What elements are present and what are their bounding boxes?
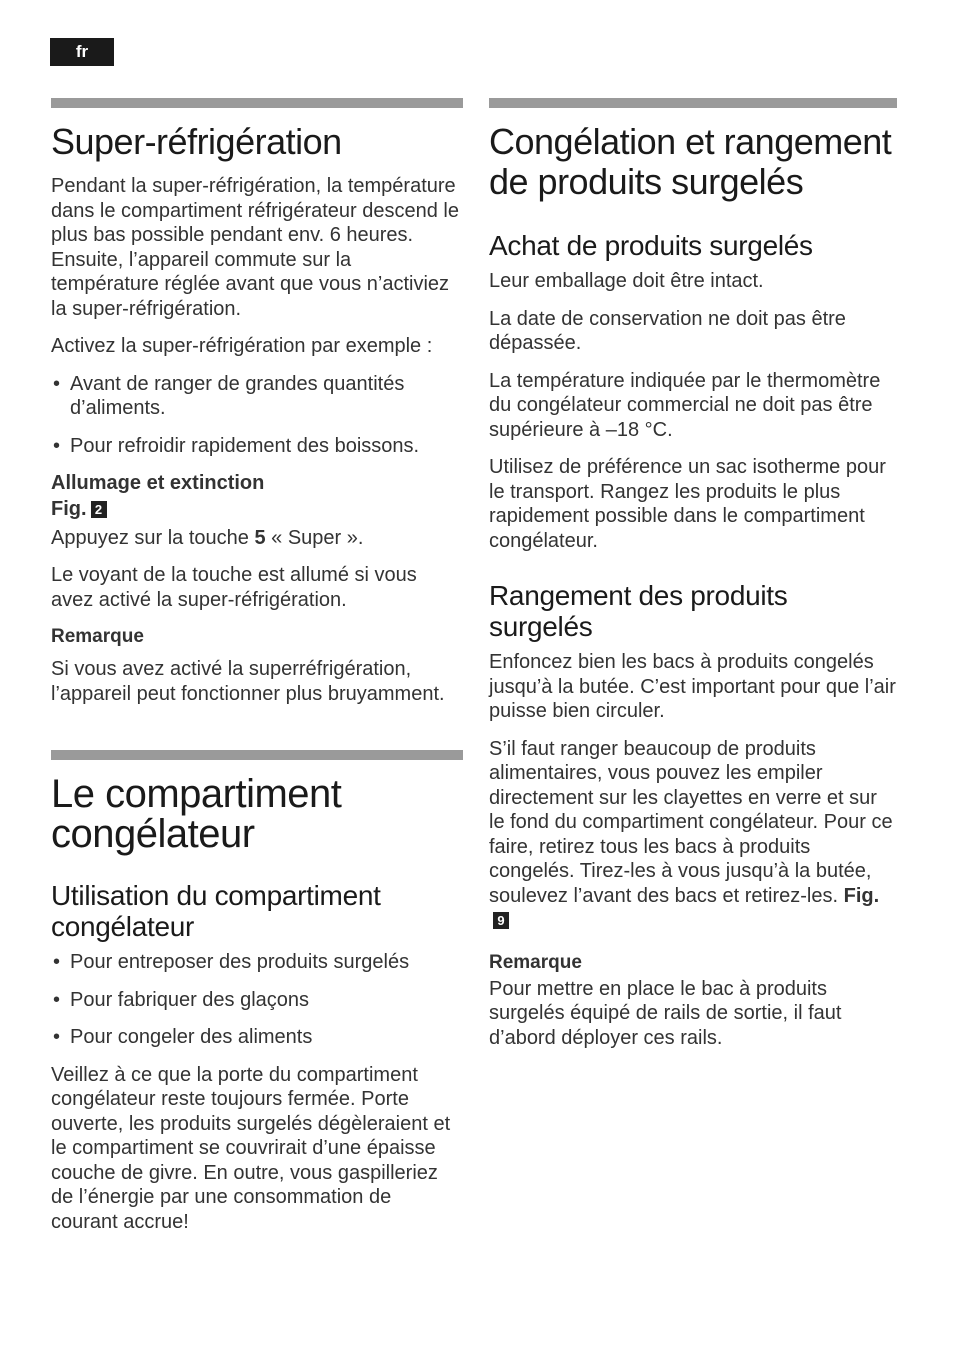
paragraph: La température indiquée par le thermomètre du congélateur commercial ne doit pas être supérieure à –18 °C. <box>489 369 881 441</box>
paragraph: Pendant la super-réfrigération, la température dans le compartiment réfrigérateur descend le plus bas possible pendant env. 6 heures. Ensuite, l’appareil commute sur la température réglée avant que vous n’activiez la super-réfrigération. <box>51 175 459 320</box>
subheading-storage: Rangement des produits surgelés <box>489 580 788 642</box>
paragraph <box>51 526 463 551</box>
bullet-list <box>51 950 463 1050</box>
section-title-freezer-compartment: Le compartiment congélateur <box>51 772 342 856</box>
figure-number-badge: 9 <box>493 912 509 929</box>
list-item: • Avant de ranger de grandes quantités d’aliments. <box>51 372 463 421</box>
section-title-super-refrigeration: Super-réfrigération <box>51 121 342 162</box>
text: Appuyez sur la touche <box>51 526 255 549</box>
note-text: Pour mettre en place le bac à produits surgelés équipé de rails de sortie, il faut d’abord déployer ces rails. <box>489 977 842 1049</box>
figure-label: Fig. <box>51 498 87 520</box>
left-column <box>51 98 463 1247</box>
paragraph: La date de conservation ne doit pas être dépassée. <box>489 307 846 354</box>
list-item: • Pour fabriquer des glaçons <box>51 988 463 1013</box>
section-title-freezing-storage: Congélation et rangement de produits surgelés <box>489 121 892 202</box>
figure-number-badge: 2 <box>91 501 107 518</box>
key-number: 5 <box>254 526 266 549</box>
note-title: Remarque <box>51 626 144 647</box>
subheading-purchase: Achat de produits surgelés <box>489 230 813 261</box>
paragraph: Activez la super-réfrigération par exemple : <box>51 335 433 357</box>
paragraph: Le voyant de la touche est allumé si vous avez activé la super-réfrigération. <box>51 564 417 611</box>
paragraph: Enfoncez bien les bacs à produits congelés jusqu’à la butée. C’est important pour que l’air puisse bien circuler. <box>489 651 896 722</box>
section-divider <box>489 98 897 108</box>
figure-label: Fig. <box>843 884 880 907</box>
note-title: Remarque <box>489 951 582 973</box>
paragraph: Utilisez de préférence un sac isotherme pour le transport. Rangez les produits le plus rapidement possible dans le compartiment congélateur. <box>489 456 886 552</box>
section-divider <box>51 750 463 760</box>
subheading-freezer-use: Utilisation du compartiment congélateur <box>51 880 381 942</box>
language-badge: fr <box>50 38 114 66</box>
figure-reference <box>51 497 463 522</box>
list-item: • Pour congeler des aliments <box>51 1025 463 1050</box>
bullet-list <box>51 372 463 459</box>
list-item: • Pour entreposer des produits surgelés <box>51 950 463 975</box>
section-divider <box>51 98 463 108</box>
text: S’il faut ranger beaucoup de produits alimentaires, vous pouvez les empiler directement sur les clayettes en verre et sur le fond du compartiment congélateur. Pour ce faire, retirez tous les bacs à produits congelés. Tirez-les à vous jusqu’à la butée, soulevez l’avant des bacs et retirez-les. <box>489 737 893 907</box>
paragraph: Leur emballage doit être intact. <box>489 270 764 292</box>
paragraph: Veillez à ce que la porte du compartiment congélateur reste toujours fermée. Porte ouverte, les produits surgelés dégèleraient et le compartiment se couvrirait d’une épaisse couche de givre. En outre, vous gaspilleriez de l’énergie par une consommation de courant accrue! <box>51 1063 451 1233</box>
paragraph <box>489 737 897 933</box>
list-item: • Pour refroidir rapidement des boissons. <box>51 434 463 459</box>
note-text: Si vous avez activé la superréfrigération, l’appareil peut fonctionner plus bruyamment. <box>51 658 445 705</box>
text: « Super ». <box>265 526 364 549</box>
right-column <box>489 98 897 1063</box>
subheading-on-off: Allumage et extinction <box>51 472 265 494</box>
